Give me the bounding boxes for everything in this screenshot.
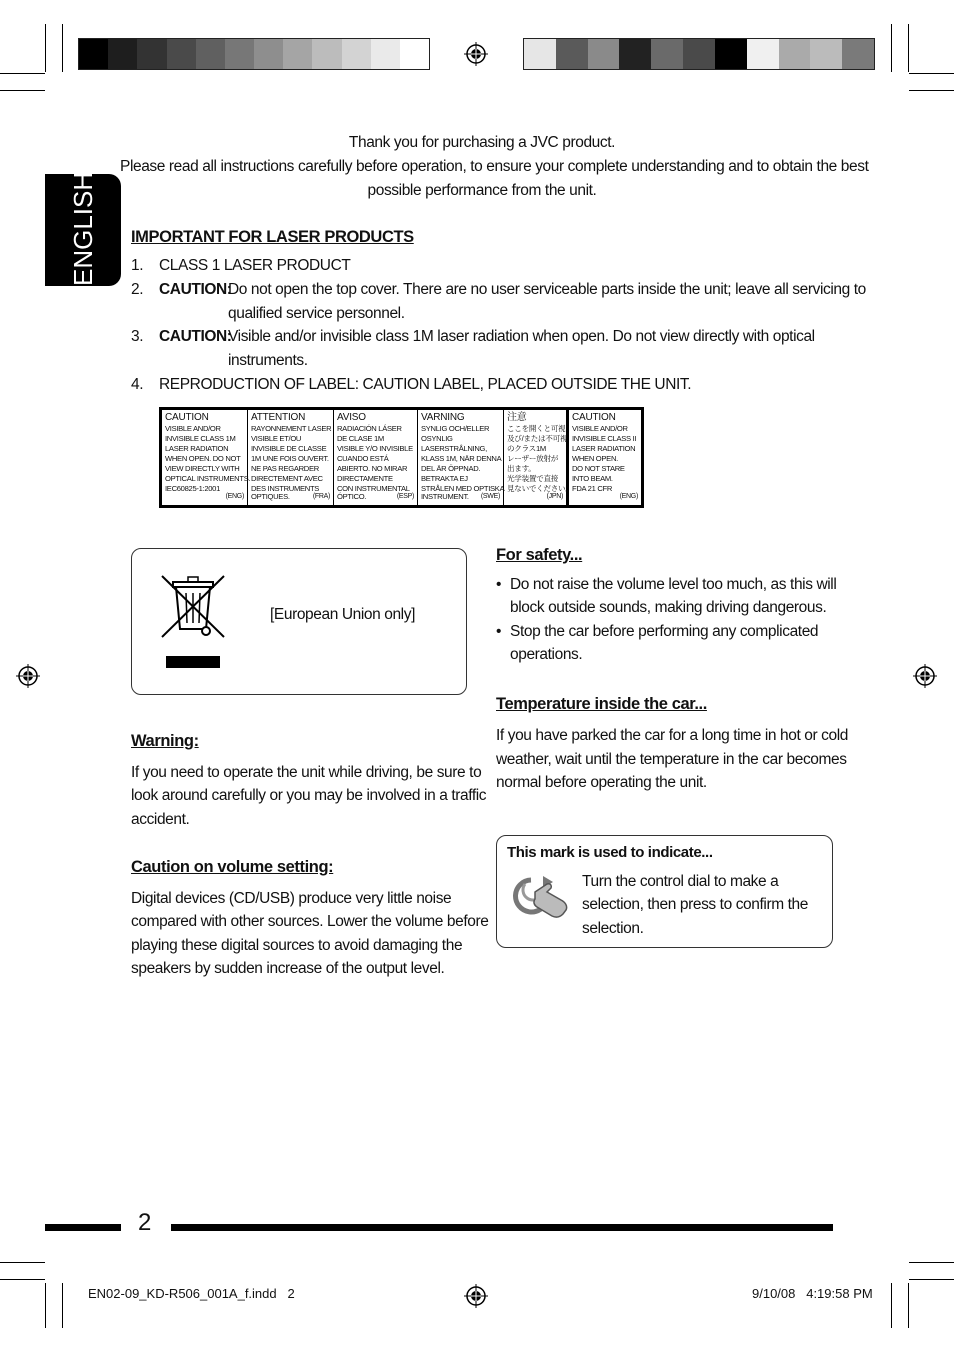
bin-bar bbox=[166, 656, 220, 668]
footer-date: 9/10/08 4:19:58 PM bbox=[752, 1286, 873, 1301]
page-bar-left bbox=[45, 1224, 121, 1231]
caution-label-reproduction bbox=[159, 407, 644, 508]
dial-hand-icon bbox=[513, 874, 571, 918]
bullet-text: Stop the car before performing any complicated bbox=[510, 623, 819, 640]
bullet-dot: • bbox=[496, 623, 502, 640]
mark-title: This mark is used to indicate... bbox=[507, 844, 713, 861]
label-line: BETRAKTA EJ bbox=[421, 474, 468, 483]
color-swatch bbox=[588, 39, 620, 69]
temperature-line: weather, wait until the temperature in the car becomes bbox=[496, 751, 847, 768]
registration-mark-icon bbox=[464, 1284, 488, 1308]
label-column bbox=[569, 410, 641, 505]
warning-line: If you need to operate the unit while driving, be sure to bbox=[131, 764, 482, 781]
volume-line: compared with other sources. Lower the volume before bbox=[131, 913, 489, 930]
label-column bbox=[418, 410, 504, 505]
color-swatch bbox=[524, 39, 556, 69]
caution-label: CAUTION: bbox=[159, 281, 232, 298]
list-number: 3. bbox=[131, 328, 144, 345]
color-swatch bbox=[619, 39, 651, 69]
label-line: ABIERTO. NO MIRAR bbox=[337, 464, 408, 473]
temperature-line: If you have parked the car for a long time in hot or cold bbox=[496, 727, 848, 744]
label-column bbox=[162, 410, 251, 505]
crop-mark bbox=[908, 24, 909, 72]
color-swatch bbox=[254, 39, 283, 69]
color-swatch bbox=[715, 39, 747, 69]
color-bar-left bbox=[78, 38, 430, 70]
mark-line: selection, then press to confirm the bbox=[582, 896, 808, 913]
label-line: LASER RADIATION bbox=[572, 444, 636, 453]
volume-heading: Caution on volume setting: bbox=[131, 858, 334, 876]
label-line: INTO BEAM. bbox=[572, 474, 613, 483]
color-swatch bbox=[283, 39, 312, 69]
label-column-heading: 注意 bbox=[507, 412, 527, 423]
registration-mark-icon bbox=[464, 42, 488, 66]
label-line: VIEW DIRECTLY WITH bbox=[165, 464, 240, 473]
mark-line: Turn the control dial to make a bbox=[582, 873, 779, 890]
registration-mark-icon bbox=[16, 664, 40, 688]
label-line: STRÅLEN MED OPTISKA bbox=[421, 484, 505, 493]
label-line: IEC60825-1:2001 bbox=[165, 484, 221, 493]
crop-mark bbox=[62, 1283, 63, 1328]
crop-mark bbox=[45, 1283, 46, 1328]
color-swatch bbox=[810, 39, 842, 69]
mark-box bbox=[496, 835, 833, 948]
label-language-code: (ESP) bbox=[396, 493, 414, 500]
color-bar-right bbox=[523, 38, 875, 70]
crop-mark bbox=[909, 73, 954, 74]
bullet-text-cont: operations. bbox=[510, 646, 583, 663]
caution-label: CAUTION: bbox=[159, 328, 232, 345]
list-number: 2. bbox=[131, 281, 144, 298]
eu-only-text: [European Union only] bbox=[270, 606, 415, 623]
color-swatch bbox=[196, 39, 225, 69]
label-line: VISIBLE AND/OR bbox=[572, 424, 628, 433]
label-language-code: (SWE) bbox=[480, 493, 500, 500]
list-text-cont: instruments. bbox=[228, 352, 308, 369]
crop-mark bbox=[0, 73, 45, 74]
label-line: FDA 21 CFR bbox=[572, 484, 613, 493]
color-swatch bbox=[400, 39, 429, 69]
color-swatch bbox=[556, 39, 588, 69]
label-line: 光学装置で直接 bbox=[507, 474, 559, 483]
label-language-code: (FRA) bbox=[312, 493, 330, 500]
label-line: 1M UNE FOIS OUVERT. bbox=[251, 454, 329, 463]
label-line: SYNLIG OCH/ELLER bbox=[421, 424, 490, 433]
eu-box bbox=[131, 548, 467, 695]
list-number: 4. bbox=[131, 376, 144, 393]
label-line: 及び/または不可視 bbox=[507, 434, 568, 443]
intro-line-3: possible performance from the unit. bbox=[367, 182, 597, 199]
label-line: 出ます。 bbox=[507, 464, 536, 473]
crop-mark bbox=[909, 1262, 954, 1263]
volume-line: speakers by sudden increase of the output level. bbox=[131, 960, 445, 977]
label-foot: OPTIQUES. bbox=[251, 492, 290, 501]
bullet-text: Do not raise the volume level too much, as this will bbox=[510, 576, 837, 593]
list-number: 1. bbox=[131, 257, 144, 274]
crop-mark bbox=[891, 24, 892, 72]
label-line: DIRECTAMENTE bbox=[337, 474, 393, 483]
color-swatch bbox=[842, 39, 874, 69]
temperature-heading: Temperature inside the car... bbox=[496, 695, 707, 713]
label-line: VISIBLE AND/OR bbox=[165, 424, 221, 433]
laser-heading: IMPORTANT FOR LASER PRODUCTS bbox=[131, 228, 414, 246]
warning-line: look around carefully or you may be involved in a traffic bbox=[131, 787, 487, 804]
label-line: RAYONNEMENT LASER bbox=[251, 424, 332, 433]
crop-mark bbox=[62, 24, 63, 72]
label-column-heading: CAUTION bbox=[572, 412, 616, 423]
label-line: CUANDO ESTÁ bbox=[337, 454, 389, 463]
bullet-dot: • bbox=[496, 576, 502, 593]
color-swatch bbox=[342, 39, 371, 69]
label-line: WHEN OPEN. DO NOT bbox=[165, 454, 241, 463]
label-line: VISIBLE ET/OU bbox=[251, 434, 302, 443]
crop-mark bbox=[0, 90, 45, 91]
label-line: 見ないでください。 bbox=[507, 484, 573, 493]
label-line: INVISIBLE CLASS II bbox=[572, 434, 637, 443]
color-swatch bbox=[312, 39, 341, 69]
label-column-heading: ATTENTION bbox=[251, 412, 306, 423]
color-swatch bbox=[371, 39, 400, 69]
label-line: LASERSTRÅLNING, bbox=[421, 444, 487, 453]
color-swatch bbox=[79, 39, 108, 69]
registration-mark-icon bbox=[913, 664, 937, 688]
label-line: NE PAS REGARDER bbox=[251, 464, 319, 473]
safety-heading: For safety... bbox=[496, 546, 583, 564]
bullet-text-cont: block outside sounds, making driving dangerous. bbox=[510, 599, 827, 616]
color-swatch bbox=[779, 39, 811, 69]
label-language-code: (JPN) bbox=[546, 493, 563, 500]
label-line: INVISIBLE CLASS 1M bbox=[165, 434, 236, 443]
crop-mark bbox=[908, 1283, 909, 1328]
label-line: DIRECTEMENT AVEC bbox=[251, 474, 323, 483]
warning-heading: Warning: bbox=[131, 732, 199, 750]
label-line: WHEN OPEN. bbox=[572, 454, 618, 463]
label-line: RADIACIÓN LÁSER bbox=[337, 424, 402, 433]
label-column bbox=[248, 410, 334, 505]
label-line: VISIBLE Y/O INVISIBLE bbox=[337, 444, 413, 453]
label-language-code: (ENG) bbox=[225, 493, 244, 500]
label-column-heading: VARNING bbox=[421, 412, 465, 423]
language-tab bbox=[45, 171, 121, 286]
color-swatch bbox=[225, 39, 254, 69]
label-line: OPTICAL INSTRUMENTS. bbox=[165, 474, 251, 483]
label-line: のクラス1M bbox=[507, 444, 546, 453]
label-line: DES INSTRUMENTS bbox=[251, 484, 320, 493]
mark-line: selection. bbox=[582, 920, 644, 937]
list-text: Visible and/or invisible class 1M laser radiation when open. Do not view directly with optical bbox=[228, 328, 815, 345]
label-line: ここを開くと可視 bbox=[507, 424, 566, 433]
label-line: OSYNLIG bbox=[421, 434, 453, 443]
label-line: INVISIBLE DE CLASSE bbox=[251, 444, 327, 453]
crop-mark bbox=[0, 1262, 45, 1263]
list-text-cont: qualified service personnel. bbox=[228, 305, 405, 322]
label-line: DO NOT STARE bbox=[572, 464, 625, 473]
crop-mark bbox=[909, 90, 954, 91]
color-swatch bbox=[108, 39, 137, 69]
crop-mark bbox=[891, 1283, 892, 1328]
volume-line: Digital devices (CD/USB) produce very little noise bbox=[131, 890, 452, 907]
language-tab-label: ENGLISH bbox=[68, 171, 98, 286]
label-line: レーザー放射が bbox=[507, 454, 559, 463]
footer-file: EN02-09_KD-R506_001A_f.indd 2 bbox=[88, 1286, 295, 1301]
crop-mark bbox=[0, 1279, 45, 1280]
color-swatch bbox=[167, 39, 196, 69]
volume-line: playing these digital sources to avoid damaging the bbox=[131, 937, 463, 954]
crop-mark bbox=[909, 1279, 954, 1280]
warning-line: accident. bbox=[131, 811, 190, 828]
temperature-line: normal before operating the unit. bbox=[496, 774, 707, 791]
label-line: CON INSTRUMENTAL bbox=[337, 484, 410, 493]
color-swatch bbox=[137, 39, 166, 69]
crop-mark bbox=[45, 24, 46, 72]
intro-line-1: Thank you for purchasing a JVC product. bbox=[348, 134, 616, 151]
label-foot: ÓPTICO. bbox=[337, 492, 367, 501]
list-text: REPRODUCTION OF LABEL: CAUTION LABEL, PLACED OUTSIDE THE UNIT. bbox=[159, 376, 692, 393]
label-column-heading: CAUTION bbox=[165, 412, 209, 423]
label-line: LASER RADIATION bbox=[165, 444, 229, 453]
label-line: DE CLASE 1M bbox=[337, 434, 384, 443]
intro-line-2: Please read all instructions carefully before operation, to ensure your complete understanding and to obtain the best bbox=[120, 158, 869, 175]
crossed-out-wheelie-bin-icon bbox=[160, 573, 228, 639]
list-text: Do not open the top cover. There are no user serviceable parts inside the unit; leave all servicing to bbox=[228, 281, 866, 298]
label-line: KLASS 1M, NÄR DENNA bbox=[421, 454, 502, 463]
label-column bbox=[504, 410, 573, 505]
color-swatch bbox=[683, 39, 715, 69]
label-line: DEL ÄR ÖPPNAD. bbox=[421, 464, 481, 473]
color-swatch bbox=[651, 39, 683, 69]
page-bar-right bbox=[171, 1224, 833, 1231]
color-swatch bbox=[747, 39, 779, 69]
list-text: CLASS 1 LASER PRODUCT bbox=[159, 257, 351, 274]
page-number: 2 bbox=[138, 1209, 151, 1236]
label-language-code: (ENG) bbox=[619, 493, 638, 500]
label-column-heading: AVISO bbox=[337, 412, 366, 423]
label-column bbox=[334, 410, 418, 505]
label-foot: INSTRUMENT. bbox=[421, 492, 469, 501]
